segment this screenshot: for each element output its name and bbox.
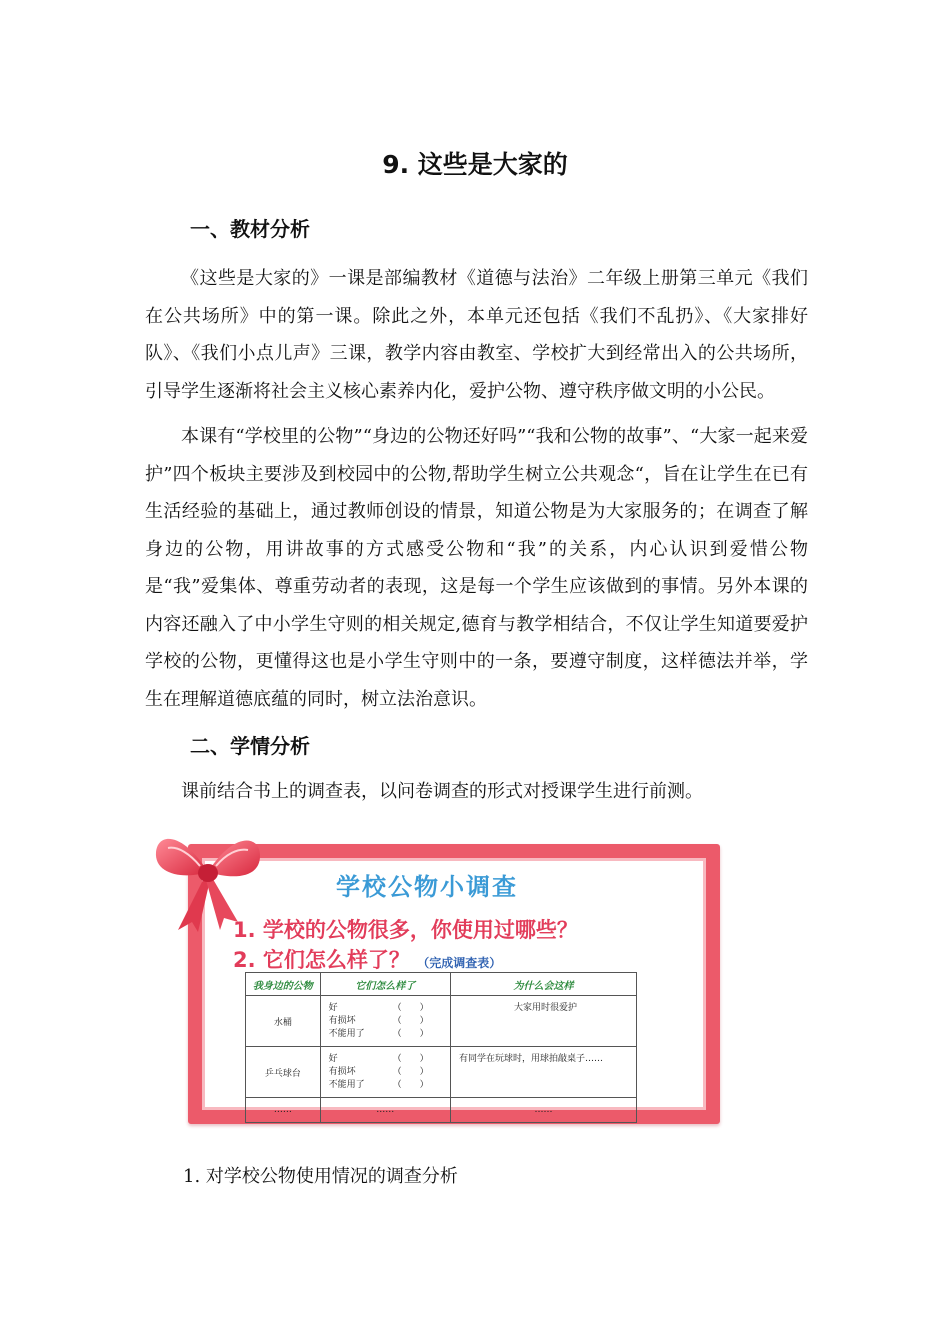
section-heading-materials: 一、教材分析 xyxy=(190,217,310,241)
option-blank: （ ） xyxy=(392,1002,429,1013)
option-blank: （ ） xyxy=(392,1015,429,1026)
table-cell-reason: 大家用时很爱护 xyxy=(450,996,636,1047)
table-row xyxy=(246,1047,637,1098)
survey-title: 学校公物小调查 xyxy=(336,873,518,901)
paragraph-materials-2: 本课有“学校里的公物”“身边的公物还好吗”“我和公物的故事”、“大家一起来爱护”四个板块主要涉及到校园中的公物,帮助学生树立公共观念“，旨在让学生在已有生活经验的基础上，通过教师创设的情景，知道公物是为大家服务的；在调查了解身边的公物，用讲故事的方式感受公物和“我”的关系，内心认识到爱惜公物是“我”爱集体、尊重劳动者的表现，这是每一个学生应该做到的事情。另外本课的内容还融入了中小学生守则的相关规定,德育与教学相结合，不仅让学生知道要爱护学校的公物，更懂得这也是小学生守则中的一条，要遵守制度，这样德法并举，学生在理解道德底蕴的同时，树立法治意识。 xyxy=(145,426,808,710)
survey-question-2-text: 2. 它们怎么样了？ xyxy=(233,948,410,972)
option-label: 有损坏 xyxy=(328,1015,356,1026)
table-cell-ellipsis: …… xyxy=(450,1098,636,1123)
paragraph-students-1: 课前结合书上的调查表，以问卷调查的形式对授课学生进行前测。 xyxy=(181,781,703,802)
table-header: 为什么会这样 xyxy=(450,973,636,996)
analysis-subheading: 1. 对学校公物使用情况的调查分析 xyxy=(183,1166,458,1187)
table-cell-item: 水桶 xyxy=(246,996,321,1047)
paragraph-materials-1: 《这些是大家的》一课是部编教材《道德与法治》二年级上册第三单元《我们在公共场所》中的第一课。除此之外，本单元还包括《我们不乱扔》、《大家排好队》、《我们小点儿声》三课，教学内容由教室、学校扩大到经常出入的公共场所，引导学生逐渐将社会主义核心素养内化，爱护公物、遵守秩序做文明的小公民。 xyxy=(145,268,808,402)
survey-question-1: 1. 学校的公物很多，你使用过哪些？ xyxy=(233,918,578,942)
option-label: 好 xyxy=(328,1053,338,1064)
table-cell-options xyxy=(320,996,450,1047)
option-blank: （ ） xyxy=(392,1053,429,1064)
survey-question-2 xyxy=(233,944,501,974)
survey-question-2-note: （完成调查表） xyxy=(417,956,502,970)
table-row xyxy=(246,1098,637,1123)
table-cell-item: 乒乓球台 xyxy=(246,1047,321,1098)
survey-table xyxy=(245,972,637,1123)
table-cell-ellipsis: …… xyxy=(246,1098,321,1123)
table-header: 它们怎么样了 xyxy=(320,973,450,996)
option-label: 有损坏 xyxy=(328,1066,356,1077)
document-title: 9. 这些是大家的 xyxy=(382,150,568,179)
option-blank: （ ） xyxy=(392,1066,429,1077)
table-cell-reason: 有同学在玩球时，用球拍敲桌子…… xyxy=(450,1047,636,1098)
table-header: 我身边的公物 xyxy=(246,973,321,996)
table-cell-options xyxy=(320,1047,450,1098)
option-blank: （ ） xyxy=(392,1079,429,1090)
option-label: 不能用了 xyxy=(328,1028,365,1039)
option-label: 好 xyxy=(328,1002,338,1013)
option-label: 不能用了 xyxy=(328,1079,365,1090)
option-blank: （ ） xyxy=(392,1028,429,1039)
table-cell-ellipsis: …… xyxy=(320,1098,450,1123)
table-row xyxy=(246,996,637,1047)
section-heading-students: 二、学情分析 xyxy=(190,734,310,758)
survey-card-image xyxy=(148,822,726,1132)
